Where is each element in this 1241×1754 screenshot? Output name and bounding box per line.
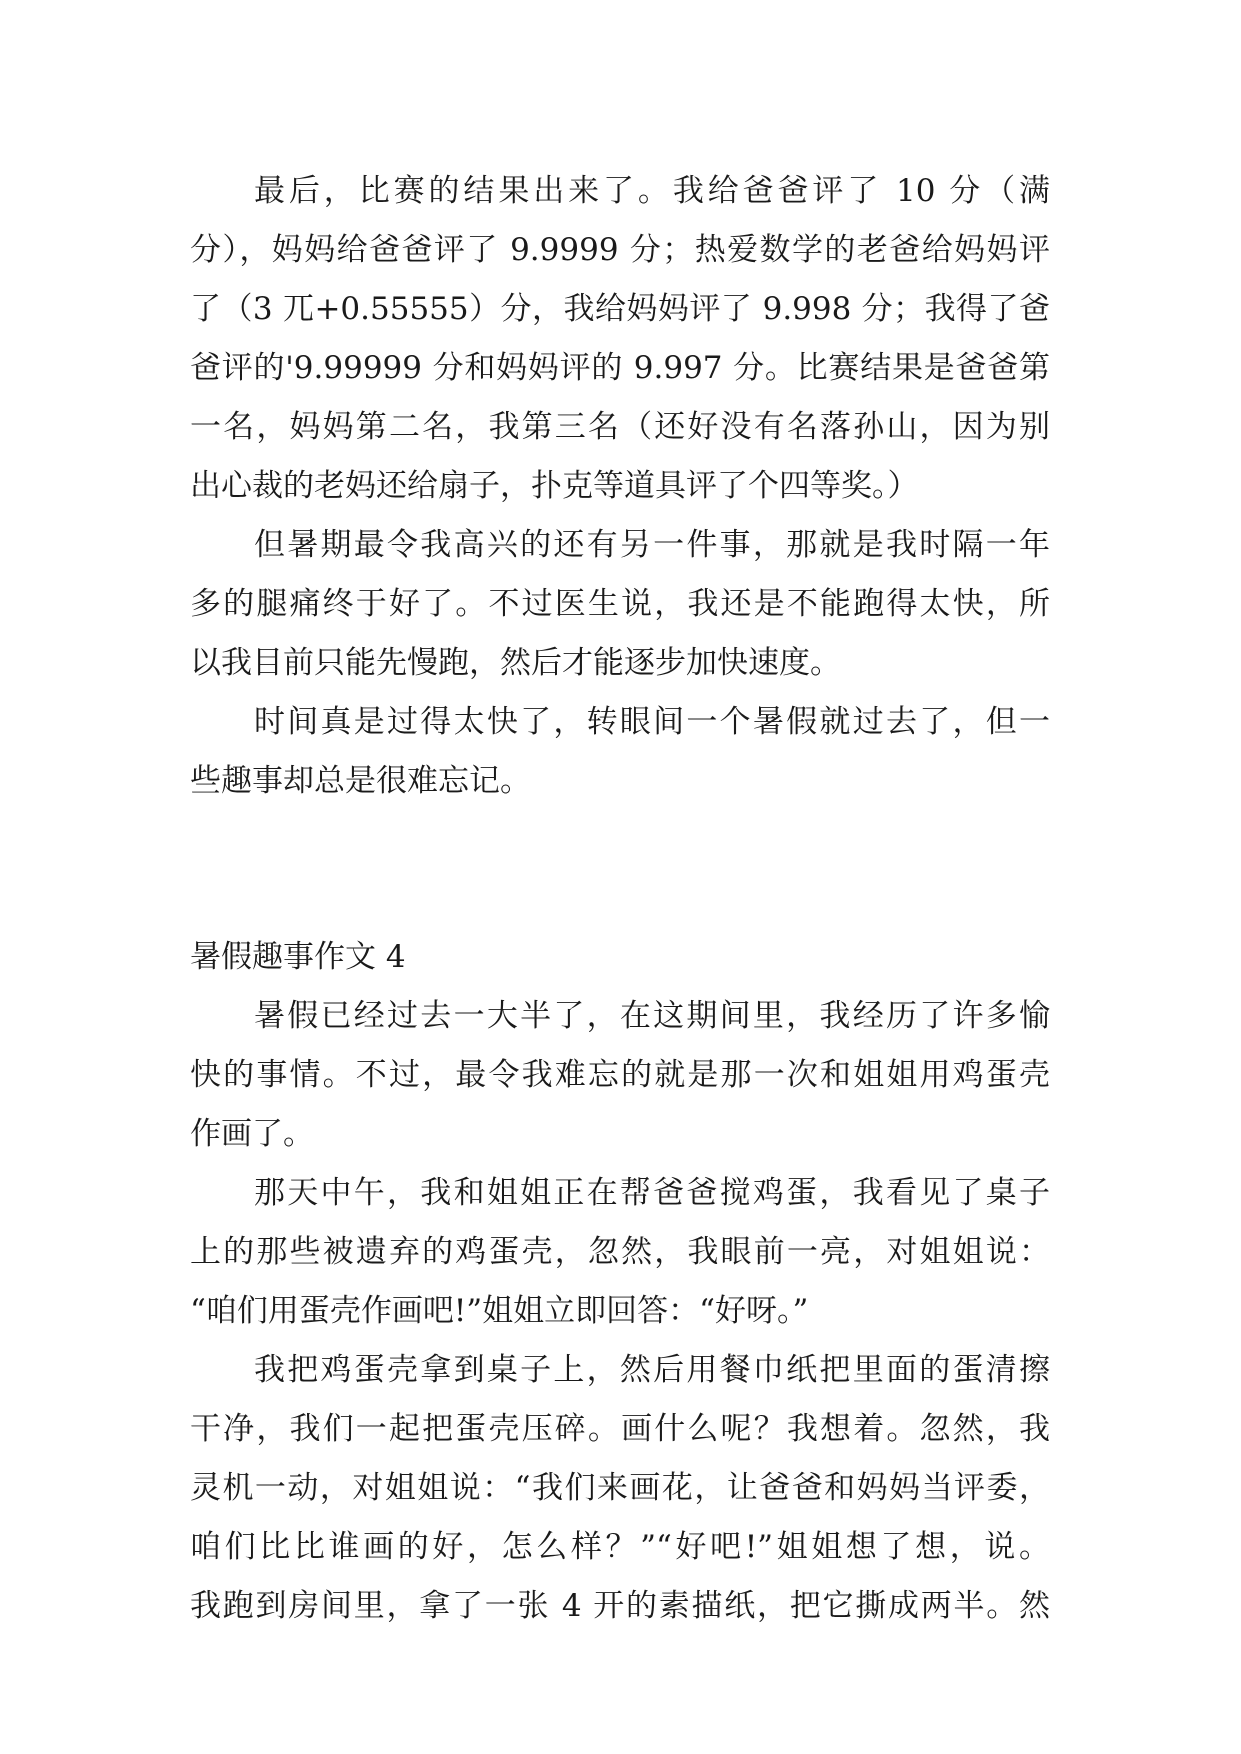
text-line: 分），妈妈给爸爸评了 9.9999 分；热爱数学的老爸给妈妈评 (190, 232, 1050, 268)
text-line: “咱们用蛋壳作画吧!”姐姐立即回答：“好呀。” (190, 1293, 809, 1329)
text-line: 上的那些被遗弃的鸡蛋壳，忽然，我眼前一亮，对姐姐说： (190, 1234, 1050, 1270)
text-line: 灵机一动，对姐姐说：“我们来画花，让爸爸和妈妈当评委， (190, 1470, 1050, 1506)
text-line: 出心裁的老妈还给扇子，扑克等道具评了个四等奖。） (190, 468, 919, 504)
text-line: 时间真是过得太快了，转眼间一个暑假就过去了，但一 (254, 704, 1050, 740)
paragraph (190, 987, 1050, 1164)
text-line: 我把鸡蛋壳拿到桌子上，然后用餐巾纸把里面的蛋清擦 (254, 1352, 1050, 1388)
text-line: 作画了。 (190, 1116, 314, 1152)
text-line: 咱们比比谁画的好，怎么样？”“好吧!”姐姐想了想，说。 (190, 1529, 1050, 1565)
text-line: 快的事情。不过，最令我难忘的就是那一次和姐姐用鸡蛋壳 (190, 1057, 1050, 1093)
text-line: 暑假已经过去一大半了，在这期间里，我经历了许多愉 (254, 998, 1050, 1034)
paragraph (190, 516, 1050, 693)
paragraph (190, 693, 1050, 811)
text-line: 以我目前只能先慢跑，然后才能逐步加快速度。 (190, 645, 841, 681)
current-section (190, 987, 1050, 1636)
text-line: 些趣事却总是很难忘记。 (190, 763, 531, 799)
paragraph (190, 1341, 1050, 1636)
section-title: 暑假趣事作文 4 (190, 939, 406, 975)
text-line: 但暑期最令我高兴的还有另一件事，那就是我时隔一年 (254, 527, 1050, 563)
document-page (190, 162, 1050, 1636)
paragraph (190, 162, 1050, 516)
text-line: 了（3 兀+0.55555）分，我给妈妈评了 9.998 分；我得了爸 (190, 291, 1050, 327)
text-line: 一名，妈妈第二名，我第三名（还好没有名落孙山，因为别 (190, 409, 1050, 445)
text-line: 我跑到房间里，拿了一张 4 开的素描纸，把它撕成两半。然 (190, 1588, 1050, 1624)
paragraph (190, 1164, 1050, 1341)
previous-section (190, 162, 1050, 811)
section-spacer (190, 811, 1050, 928)
text-line: 干净，我们一起把蛋壳压碎。画什么呢？我想着。忽然，我 (190, 1411, 1050, 1447)
text-line: 爸评的'9.99999 分和妈妈评的 9.997 分。比赛结果是爸爸第 (190, 350, 1050, 386)
text-line: 那天中午，我和姐姐正在帮爸爸搅鸡蛋，我看见了桌子 (254, 1175, 1050, 1211)
text-line: 多的腿痛终于好了。不过医生说，我还是不能跑得太快，所 (190, 586, 1050, 622)
text-line: 最后，比赛的结果出来了。我给爸爸评了 10 分（满 (254, 173, 1050, 209)
